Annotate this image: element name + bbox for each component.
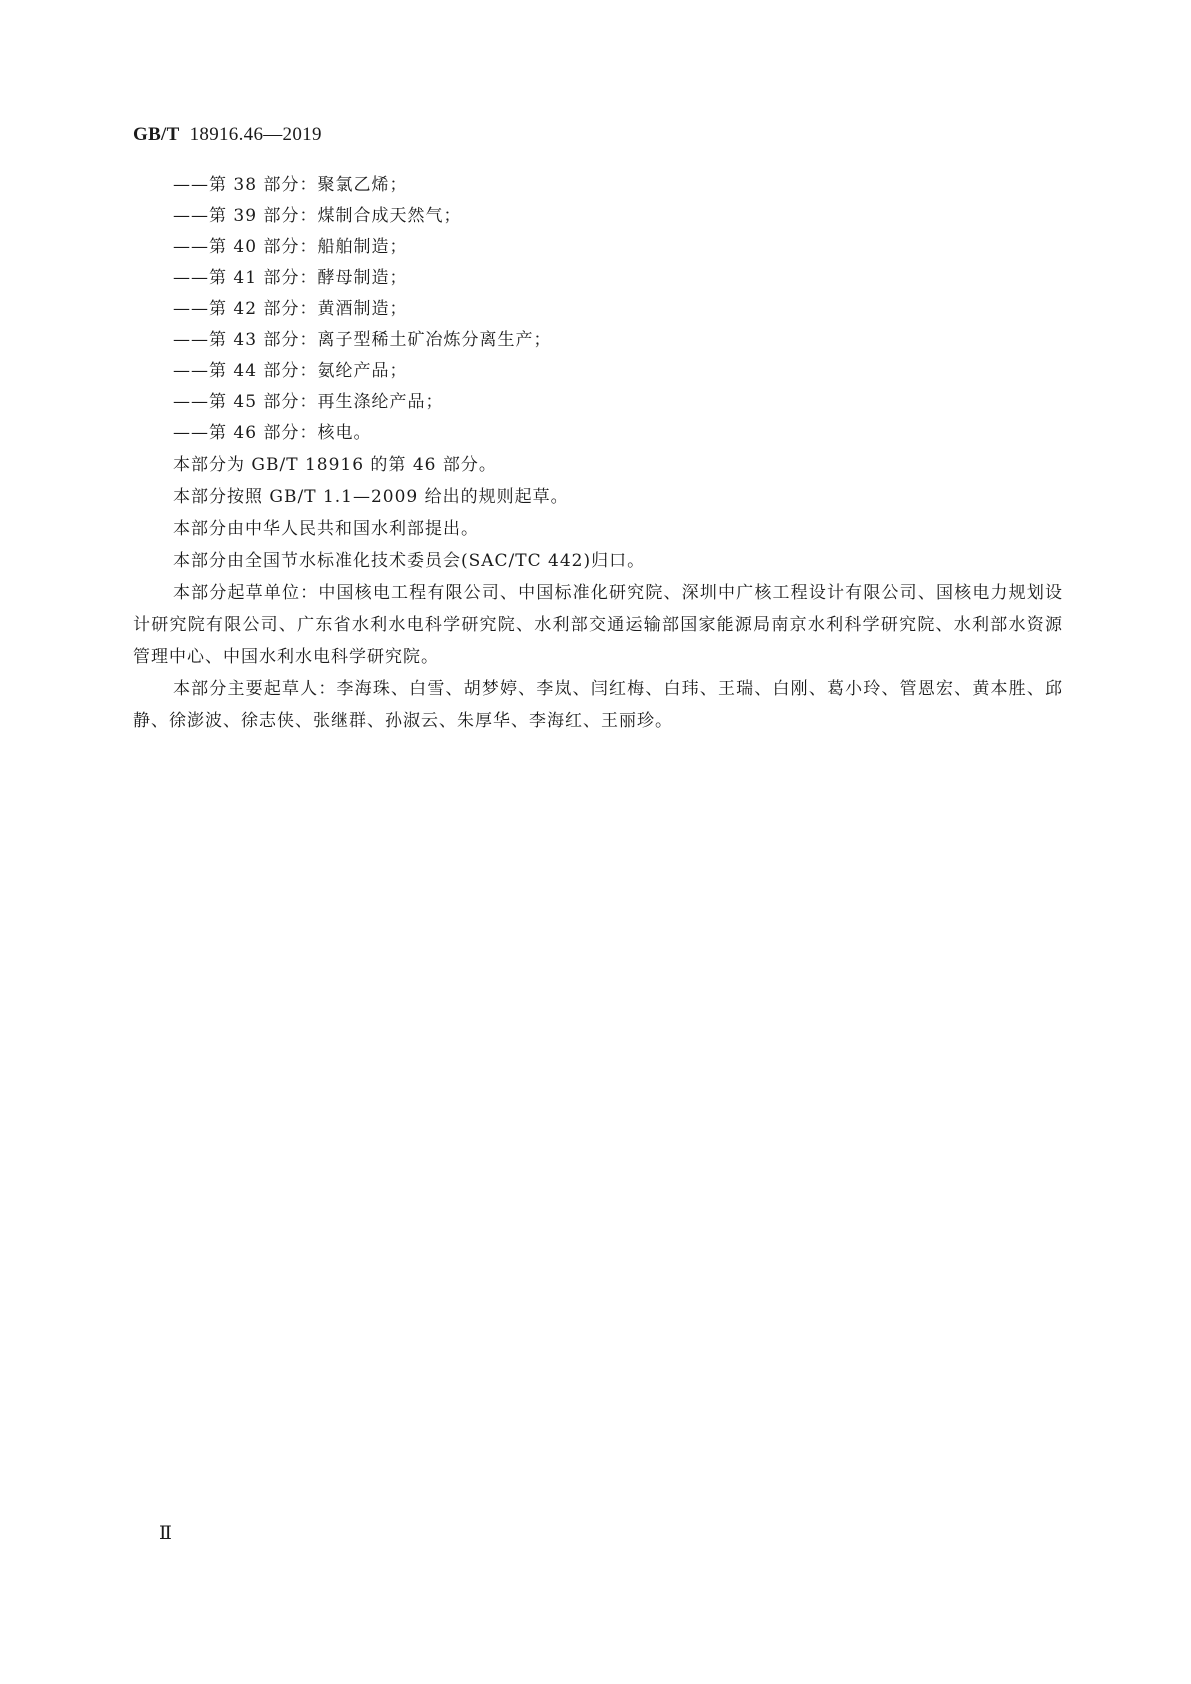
paragraph-drafting-units: 本部分起草单位：中国核电工程有限公司、中国标准化研究院、深圳中广核工程设计有限公司、国核电力规划设计研究院有限公司、广东省水利水电科学研究院、水利部交通运输部国家能源局南京水利科学研究院、水利部水资源管理中心、中国水利水电科学研究院。 <box>133 583 1063 667</box>
list-item: ——第 38 部分：聚氯乙烯； <box>173 175 408 195</box>
list-item: ——第 40 部分：船舶制造； <box>173 237 408 257</box>
list-item: ——第 46 部分：核电。 <box>173 423 372 443</box>
list-item: ——第 42 部分：黄酒制造； <box>173 299 408 319</box>
list-item: ——第 44 部分：氨纶产品； <box>173 361 408 381</box>
paragraph-part-statement: 本部分为 GB/T 18916 的第 46 部分。 <box>173 455 497 475</box>
page-number: Ⅱ <box>159 1523 172 1544</box>
standard-number: 18916.46—2019 <box>189 124 322 145</box>
paragraph-centralized-by: 本部分由全国节水标准化技术委员会(SAC/TC 442)归口。 <box>173 551 646 571</box>
parts-list <box>133 170 1063 449</box>
document-header <box>133 124 322 146</box>
list-item: ——第 39 部分：煤制合成天然气； <box>173 206 462 226</box>
standard-code: GB/T <box>133 124 180 145</box>
paragraph-drafting-rules: 本部分按照 GB/T 1.1—2009 给出的规则起草。 <box>173 487 569 507</box>
list-item: ——第 41 部分：酵母制造； <box>173 268 408 288</box>
paragraph-drafters: 本部分主要起草人：李海珠、白雪、胡梦婷、李岚、闫红梅、白玮、王瑞、白刚、葛小玲、管恩宏、黄本胜、邱静、徐澎波、徐志侠、张继群、孙淑云、朱厚华、李海红、王丽珍。 <box>133 679 1063 731</box>
list-item: ——第 43 部分：离子型稀土矿冶炼分离生产； <box>173 330 552 350</box>
list-item: ——第 45 部分：再生涤纶产品； <box>173 392 444 412</box>
document-body <box>133 170 1063 737</box>
paragraph-proposer: 本部分由中华人民共和国水利部提出。 <box>173 519 479 539</box>
